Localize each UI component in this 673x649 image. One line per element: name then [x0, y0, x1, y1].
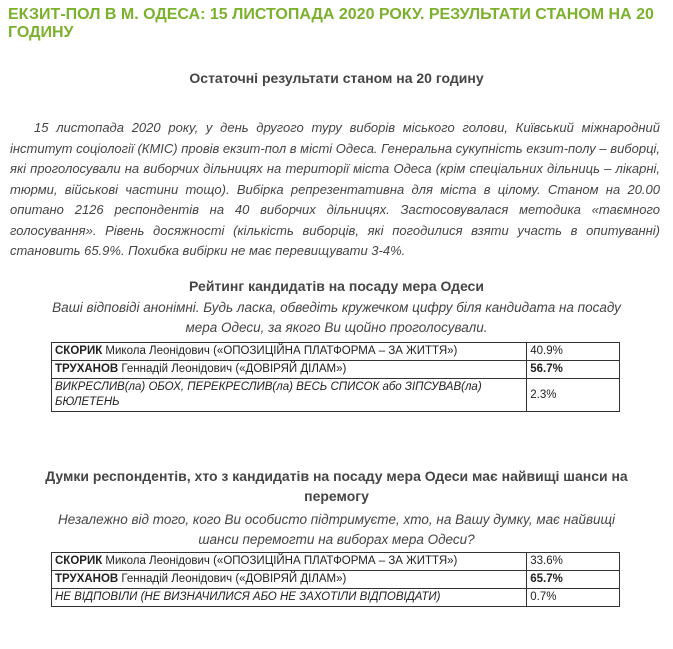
- candidate-surname: СКОРИК: [55, 345, 103, 357]
- percent-cell: 0.7%: [527, 589, 620, 607]
- candidate-cell: [52, 553, 527, 571]
- table-row: [52, 379, 620, 412]
- rating-section-title: Рейтинг кандидатів на посаду мера Одеси: [189, 278, 484, 294]
- table-row: [52, 553, 620, 571]
- candidate-cell: [52, 571, 527, 589]
- candidate-surname: ТРУХАНОВ: [55, 363, 119, 375]
- candidate-details: Геннадій Леонідович («ДОВІРЯЙ ДІЛАМ»): [118, 573, 347, 585]
- intro-paragraph: 15 листопада 2020 року, у день другого туру виборів міського голови, Київський міжнародний інститут соціології (КМІС) провів екзит-пол в місті Одеса. Генеральна сукупність екзит-полу – виборці, які проголосували на виборчих дільницях на території міста Одеса (крім спеціальних дільниць – лікарні, тюрми, військові частини тощо). Вибірка репрезентативна для міста в цілому. Станом на 20.00 опитано 2126 респондентів на 40 виборчих дільницях. Застосовувалася методика «таємного голосування». Рівень досяжності (кількість виборців, які погодилися взяти участь в опитуванні) становить 65.9%. Похибка вибірки не має перевищувати 3-4%.: [10, 120, 660, 258]
- other-option-cell: НЕ ВІДПОВІЛИ (НЕ ВИЗНАЧИЛИСЯ АБО НЕ ЗАХОТІЛИ ВІДПОВІДАТИ): [52, 589, 527, 607]
- candidate-details: Микола Леонідович («ОПОЗИЦІЙНА ПЛАТФОРМА – ЗА ЖИТТЯ»): [102, 555, 458, 567]
- chances-section-title: Думки респондентів, хто з кандидатів на посаду мера Одеси має найвищі шанси на перемогу: [45, 468, 628, 504]
- table-row: [52, 361, 620, 379]
- other-option-cell: ВИКРЕСЛИВ(ла) ОБОХ, ПЕРЕКРЕСЛИВ(ла) ВЕСЬ СПИСОК або ЗІПСУВАВ(ла) БЮЛЕТЕНЬ: [52, 379, 527, 412]
- candidate-surname: СКОРИК: [55, 555, 103, 567]
- candidate-details: Геннадій Леонідович («ДОВІРЯЙ ДІЛАМ»): [118, 363, 347, 375]
- percent-cell: 40.9%: [527, 343, 620, 361]
- candidate-cell: [52, 361, 527, 379]
- percent-cell: 2.3%: [527, 379, 620, 412]
- chances-table: [51, 552, 620, 607]
- article-title: ЕКЗИТ-ПОЛ В М. ОДЕСА: 15 ЛИСТОПАДА 2020 РОКУ. РЕЗУЛЬТАТИ СТАНОМ НА 20 ГОДИНУ: [8, 6, 654, 41]
- table-row: [52, 589, 620, 607]
- table-row: [52, 343, 620, 361]
- percent-cell: 33.6%: [527, 553, 620, 571]
- table-row: [52, 571, 620, 589]
- results-subtitle: Остаточні результати станом на 20 годину: [189, 70, 484, 86]
- percent-cell: 56.7%: [527, 361, 620, 379]
- percent-cell: 65.7%: [527, 571, 620, 589]
- candidate-details: Микола Леонідович («ОПОЗИЦІЙНА ПЛАТФОРМА – ЗА ЖИТТЯ»): [102, 345, 458, 357]
- rating-table: [51, 342, 620, 412]
- chances-section-note: Незалежно від того, кого Ви особисто підтримуєте, хто, на Вашу думку, має найвищі шанси перемогти на виборах мера Одеси?: [57, 512, 616, 547]
- candidate-cell: [52, 343, 527, 361]
- rating-section-note: Ваші відповіді анонімні. Будь ласка, обведіть кружечком цифру біля кандидата на посаду мера Одеси, за якого Ви щойно проголосували.: [52, 300, 621, 335]
- candidate-surname: ТРУХАНОВ: [55, 573, 119, 585]
